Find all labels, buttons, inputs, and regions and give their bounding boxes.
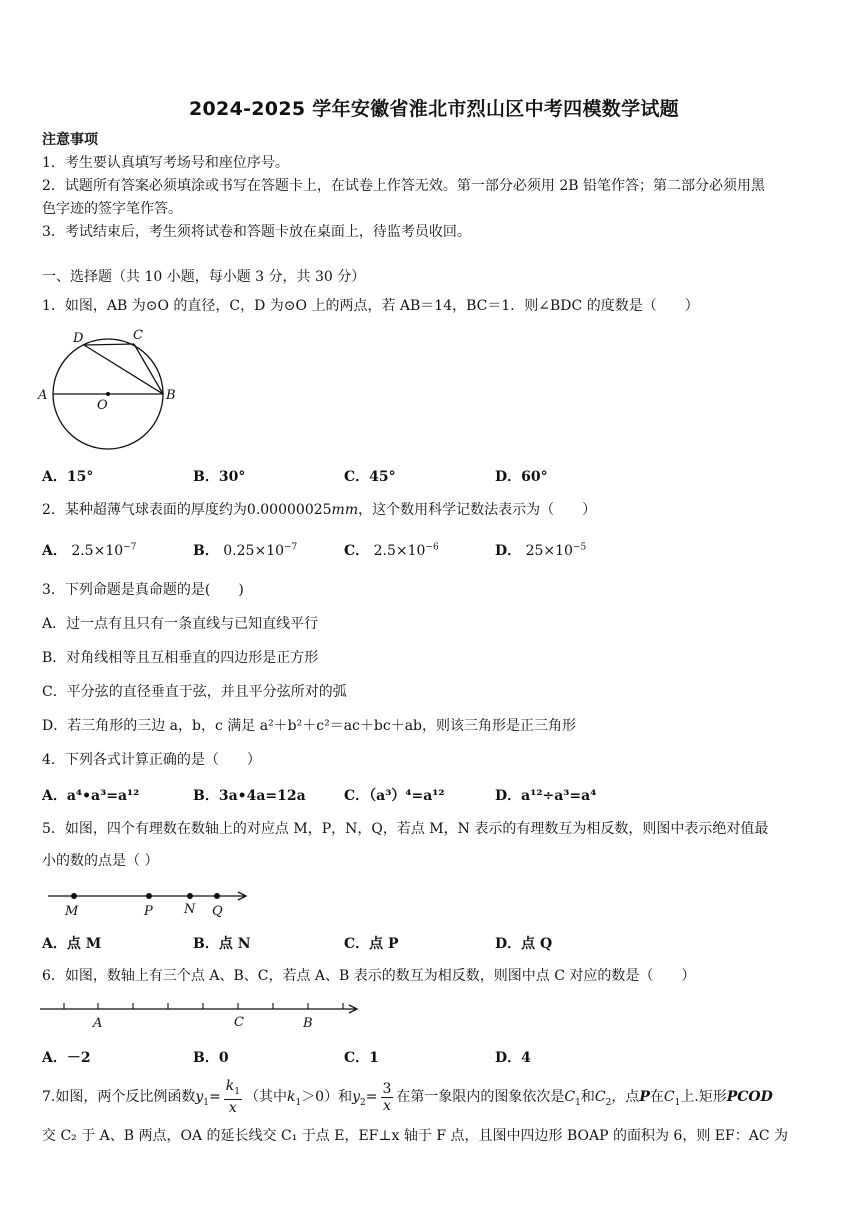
- q5-label-M: M: [65, 904, 79, 919]
- q1-label-B: B: [166, 388, 176, 403]
- q4-option: D．a¹²÷a³=a⁴: [495, 788, 597, 804]
- q5-stem-cont: 小的数的点是（ ）: [42, 853, 159, 869]
- q3-option: C．平分弦的直径垂直于弦，并且平分弦所对的弧: [42, 684, 347, 700]
- q5-label-Q: Q: [212, 904, 223, 919]
- q3-stem: 3．下列命题是真命题的是( ): [42, 582, 244, 598]
- q1-label-D: D: [73, 331, 84, 346]
- q5-option: D．点 Q: [495, 936, 553, 952]
- q5-label-P: P: [144, 904, 153, 919]
- q4-option: A．a⁴•a³=a¹²: [42, 788, 140, 804]
- q1-stem: 1．如图，AB 为⊙O 的直径，C，D 为⊙O 上的两点，若 AB＝14，BC＝1．则∠BDC 的度数是（ ）: [42, 298, 699, 314]
- q6-label-A: A: [93, 1016, 103, 1031]
- q4-stem: 4．下列各式计算正确的是（ ）: [42, 752, 261, 768]
- q5-option: A．点 M: [42, 936, 102, 952]
- q5-stem: 5．如图，四个有理数在数轴上的对应点 M，P，N，Q，若点 M，N 表示的有理数互为相反数，则图中表示绝对值最: [42, 821, 769, 837]
- q1-label-C: C: [133, 328, 143, 343]
- page-title: 2024-2025 学年安徽省淮北市烈山区中考四模数学试题: [189, 98, 679, 120]
- q2-option: A． $2.5\times 10^{-7}$: [42, 542, 137, 559]
- q1-label-A: A: [38, 388, 48, 403]
- notice-item: 2．试题所有答案必须填涂或书写在答题卡上，在试卷上作答无效。第一部分必须用 2B 铅笔作答；第二部分必须用黑: [42, 178, 765, 194]
- q5-option: B．点 N: [193, 936, 251, 952]
- notice-heading: 注意事项: [42, 132, 98, 148]
- q2-option: D． $25\times 10^{-5}$: [495, 542, 587, 559]
- q6-stem: 6．如图，数轴上有三个点 A、B、C，若点 A、B 表示的数互为相反数，则图中点 C 对应的数是（ ）: [42, 968, 696, 984]
- q1-option: D．60°: [495, 469, 548, 485]
- q6-label-C: C: [234, 1015, 244, 1030]
- q5-option: C．点 P: [344, 936, 399, 952]
- q6-option: B．0: [193, 1050, 229, 1066]
- q3-option: A．过一点有且只有一条直线与已知直线平行: [42, 616, 319, 632]
- q6-option: C．1: [344, 1050, 379, 1066]
- q3-option: D．若三角形的三边 a，b，c 满足 a²＋b²＋c²＝ac＋bc＋ab，则该三角形是正三角形: [42, 718, 577, 734]
- q2-option: B． $0.25\times 10^{-7}$: [193, 542, 298, 559]
- q7-stem-line2: 交 C₂ 于 A、B 两点，OA 的延长线交 C₁ 于点 E，EF⊥x 轴于 F 点，且图中四边形 BOAP 的面积为 6，则 EF：AC 为: [42, 1128, 788, 1144]
- q1-option: B．30°: [193, 469, 246, 485]
- section-heading: 一、选择题（共 10 小题，每小题 3 分，共 30 分）: [42, 269, 366, 285]
- q2-option: C． $2.5\times 10^{-6}$: [344, 542, 439, 559]
- q6-option: D．4: [495, 1050, 531, 1066]
- q6-number-line: [38, 998, 368, 1034]
- q2-stem: 2．某种超薄气球表面的厚度约为0.00000025mm，这个数用科学记数法表示为（ ）: [42, 502, 597, 518]
- notice-item: 色字迹的签字笔作答。: [42, 201, 182, 217]
- q5-label-N: N: [184, 902, 196, 917]
- q6-option: A．－2: [42, 1050, 91, 1066]
- q1-label-O: O: [97, 398, 108, 413]
- q6-label-B: B: [303, 1016, 313, 1031]
- q1-option: C．45°: [344, 469, 396, 485]
- q7-stem-line1: 7.如图，两个反比例函数$y_1=$ $\frac{k_1}{x}$ （其中$k_1>0$）和$y_2=$ $\frac{3}{x}$ 在第一象限内的图象依次是$C_1$和$C_2$，点P在$C_1$上.矩形PCOD: [42, 1077, 773, 1117]
- notice-item: 1．考生要认真填写考场号和座位序号。: [42, 155, 289, 171]
- q5-number-line: [40, 884, 260, 924]
- q4-option: C．（a³）⁴=a¹²: [344, 788, 445, 804]
- q3-option: B．对角线相等且互相垂直的四边形是正方形: [42, 650, 319, 666]
- notice-item: 3．考试结束后，考生须将试卷和答题卡放在桌面上，待监考员收回。: [42, 224, 471, 240]
- q1-circle-figure: [36, 324, 186, 454]
- q1-option: A．15°: [42, 469, 94, 485]
- q4-option: B．3a•4a=12a: [193, 788, 306, 804]
